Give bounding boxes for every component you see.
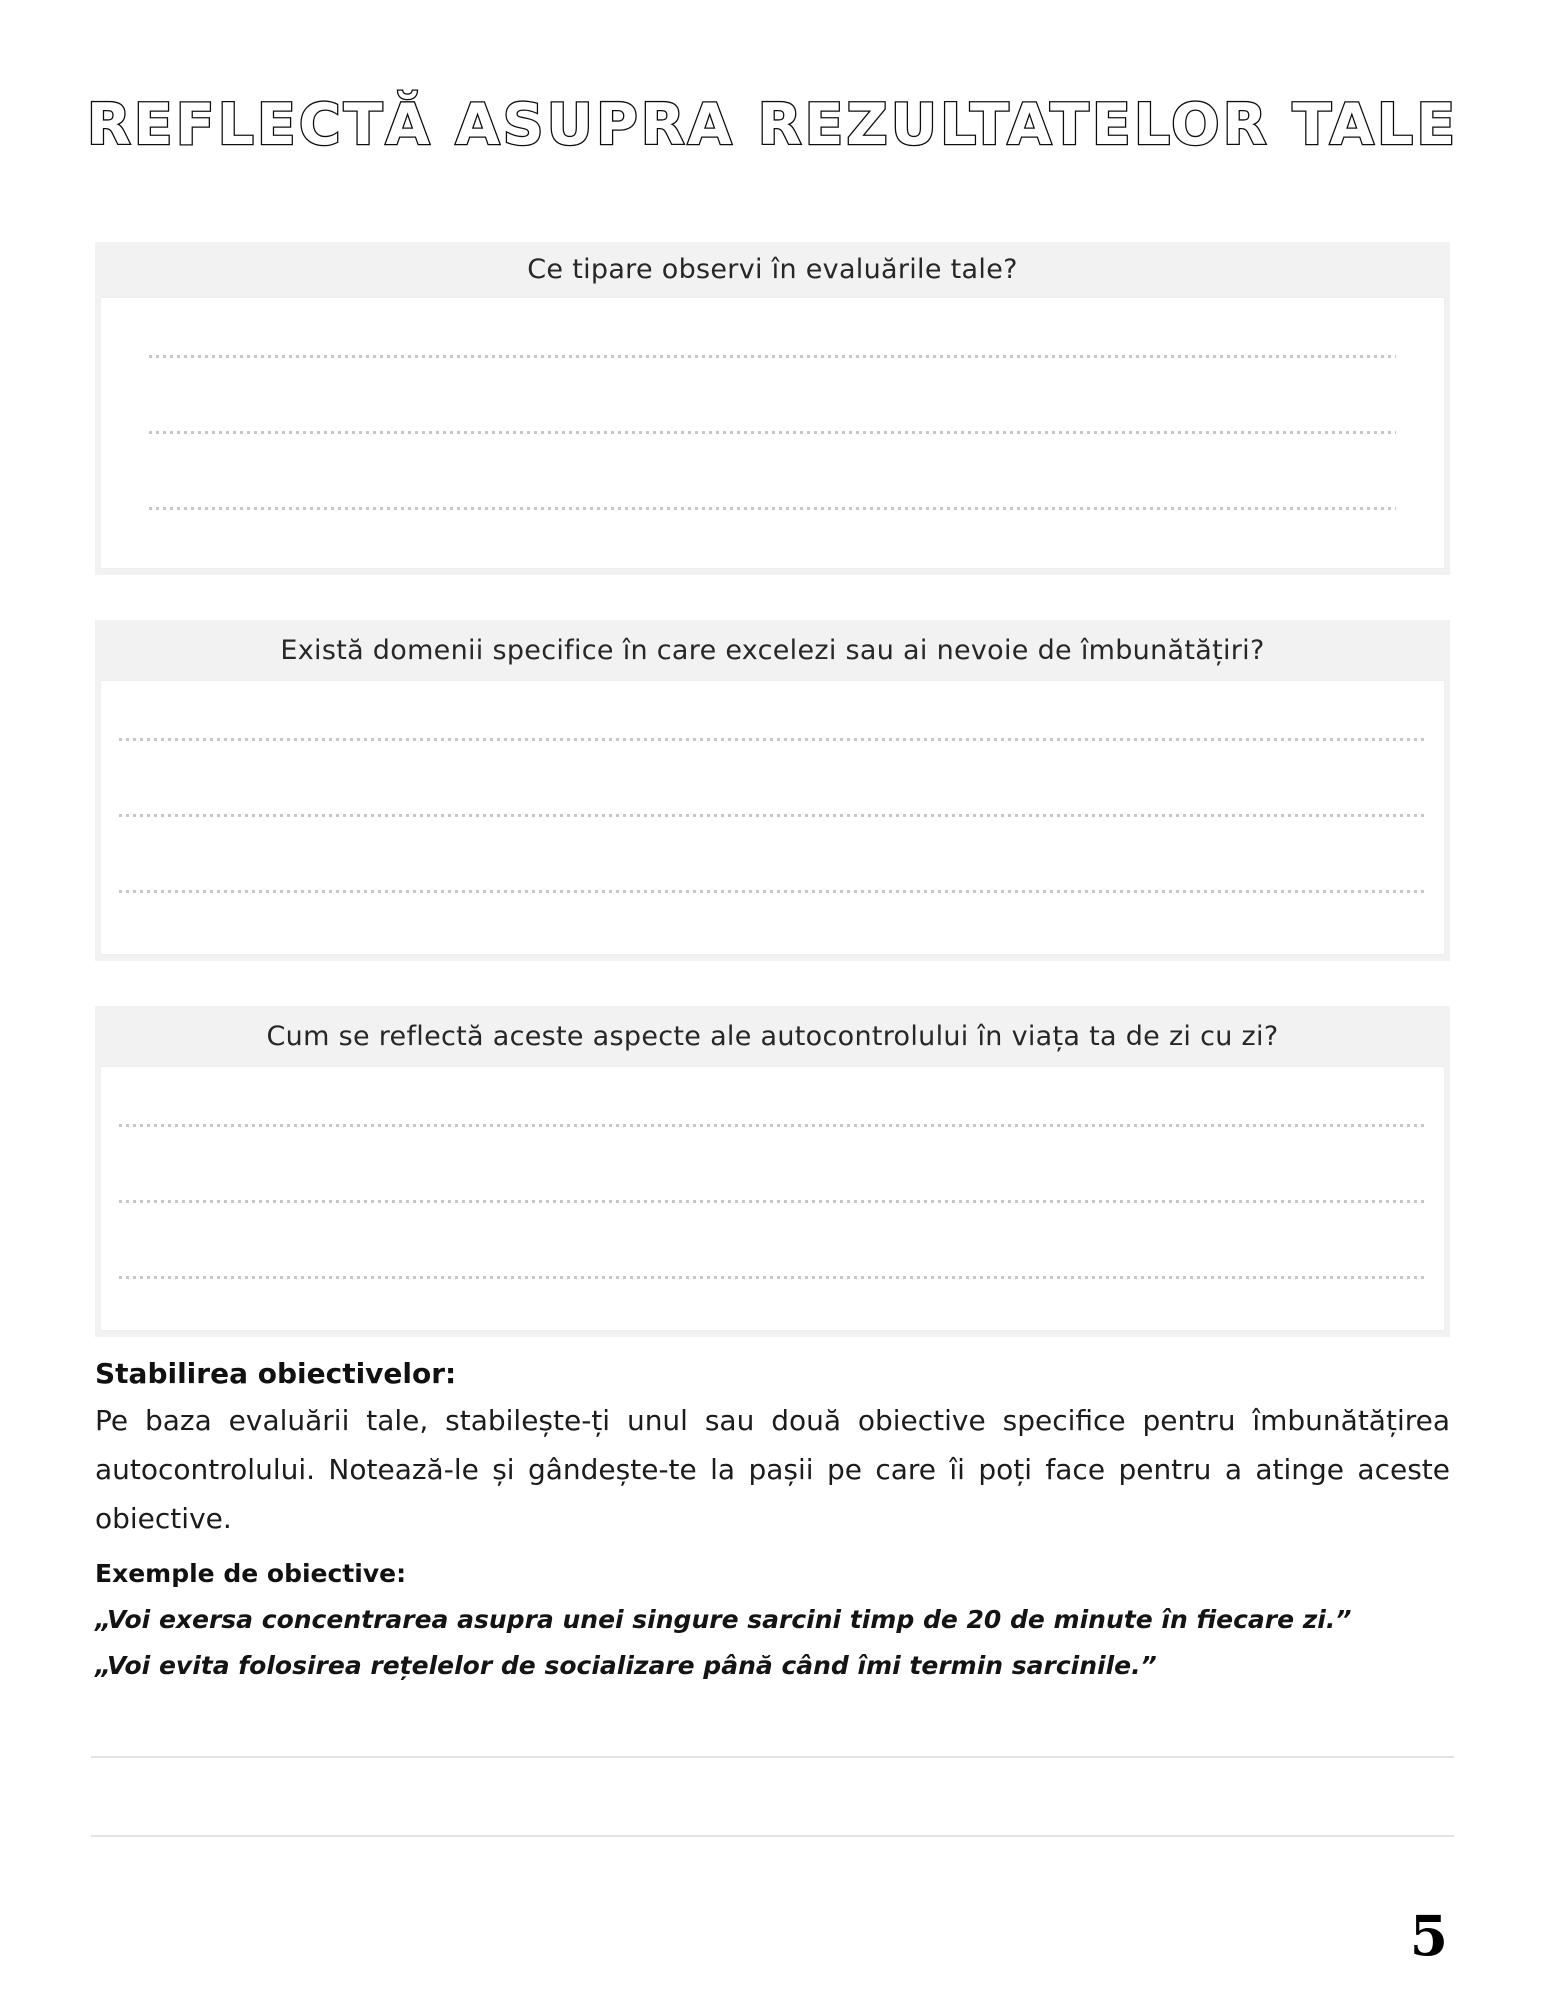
divider (91, 1756, 1454, 1758)
question-2-label: Există domenii specifice în care excelezi sau ai nevoie de îmbunătățiri? (280, 634, 1265, 666)
writing-line (119, 1200, 1426, 1203)
goals-heading: Stabilirea obiectivelor: (95, 1357, 457, 1391)
page-content (95, 242, 1450, 1837)
question-2-writing-area (100, 680, 1445, 955)
writing-line (119, 738, 1426, 741)
question-box-1 (95, 242, 1450, 575)
page-title-wrap (0, 0, 1545, 162)
question-box-2 (95, 620, 1450, 961)
page-number: 5 (1409, 1903, 1448, 1968)
divider (91, 1835, 1454, 1837)
question-3-writing-area (100, 1066, 1445, 1331)
writing-line (119, 814, 1426, 817)
writing-line (119, 890, 1426, 893)
question-3-label: Cum se reflectă aceste aspecte ale autocontrolului în viața ta de zi cu zi? (266, 1020, 1279, 1052)
example-quote-2: „Voi evita folosirea rețelelor de socializare până când îmi termin sarcinile.” (95, 1651, 1157, 1681)
example-quote-1: „Voi exersa concentrarea asupra unei singure sarcini timp de 20 de minute în fiecare zi.” (95, 1605, 1352, 1635)
writing-line (149, 431, 1396, 434)
writing-line (149, 507, 1396, 510)
writing-line (119, 1276, 1426, 1279)
question-1-writing-area (100, 297, 1445, 569)
writing-line (119, 1124, 1426, 1127)
page-title: REFLECTĂ ASUPRA REZULTATELOR TALE (86, 92, 1459, 158)
question-1-label: Ce tipare observi în evaluările tale? (527, 254, 1018, 286)
examples-heading: Exemple de obiective: (95, 1559, 407, 1589)
writing-line (149, 355, 1396, 358)
goals-paragraph: Pe baza evaluării tale, stabilește-ți unul sau două obiective specifice pentru îmbunătățirea autocontrolului. Notează-le și gândește-te la pașii pe care îi poți face pentru a atinge aceste obiective. (95, 1404, 1450, 1536)
question-box-3 (95, 1006, 1450, 1337)
